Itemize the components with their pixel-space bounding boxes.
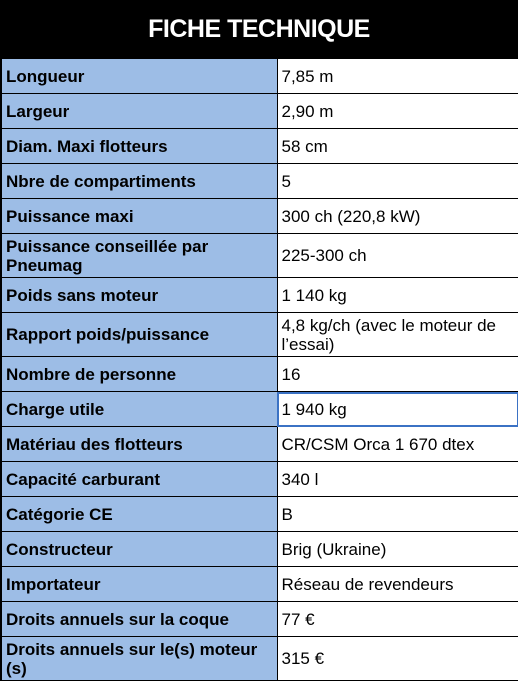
row-label-poids[interactable]: Poids sans moteur <box>1 278 277 313</box>
row-value-puissance-maxi[interactable]: 300 ch (220,8 kW) <box>277 199 518 234</box>
row-label-longueur[interactable]: Longueur <box>1 59 277 94</box>
row-label-personnes[interactable]: Nombre de personne <box>1 357 277 392</box>
table-row <box>1 567 518 602</box>
row-label-compartiments[interactable]: Nbre de compartiments <box>1 164 277 199</box>
row-value-longueur[interactable]: 7,85 m <box>277 59 518 94</box>
table-row <box>1 278 518 313</box>
row-value-constructeur[interactable]: Brig (Ukraine) <box>277 532 518 567</box>
row-label-rapport[interactable]: Rapport poids/puissance <box>1 313 277 357</box>
table-row <box>1 497 518 532</box>
table-row <box>1 234 518 278</box>
table-row <box>1 313 518 357</box>
table-row <box>1 59 518 94</box>
row-value-diametre[interactable]: 58 cm <box>277 129 518 164</box>
table-row <box>1 199 518 234</box>
row-label-materiau[interactable]: Matériau des flotteurs <box>1 427 277 462</box>
table-row <box>1 94 518 129</box>
row-label-carburant[interactable]: Capacité carburant <box>1 462 277 497</box>
row-value-droits-moteur[interactable]: 315 € <box>277 637 518 681</box>
sheet-title[interactable]: FICHE TECHNIQUE <box>0 0 518 58</box>
table-row <box>1 602 518 637</box>
row-label-charge-utile[interactable]: Charge utile <box>1 392 277 427</box>
row-value-poids[interactable]: 1 140 kg <box>277 278 518 313</box>
row-value-largeur[interactable]: 2,90 m <box>277 94 518 129</box>
table-row <box>1 427 518 462</box>
row-value-compartiments[interactable]: 5 <box>277 164 518 199</box>
row-value-charge-utile[interactable]: 1 940 kg <box>277 392 518 427</box>
table-row <box>1 462 518 497</box>
spec-table <box>0 58 518 681</box>
row-value-rapport[interactable]: 4,8 kg/ch (avec le moteur de l’essai) <box>277 313 518 357</box>
table-row <box>1 637 518 681</box>
row-value-importateur[interactable]: Réseau de revendeurs <box>277 567 518 602</box>
table-row <box>1 164 518 199</box>
row-label-constructeur[interactable]: Constructeur <box>1 532 277 567</box>
row-label-droits-coque[interactable]: Droits annuels sur la coque <box>1 602 277 637</box>
row-value-personnes[interactable]: 16 <box>277 357 518 392</box>
row-label-puissance-maxi[interactable]: Puissance maxi <box>1 199 277 234</box>
row-label-importateur[interactable]: Importateur <box>1 567 277 602</box>
row-value-carburant[interactable]: 340 l <box>277 462 518 497</box>
table-row <box>1 392 518 427</box>
table-row <box>1 532 518 567</box>
table-row <box>1 129 518 164</box>
table-row <box>1 357 518 392</box>
row-value-puissance-conseillee[interactable]: 225-300 ch <box>277 234 518 278</box>
row-label-largeur[interactable]: Largeur <box>1 94 277 129</box>
row-label-categorie[interactable]: Catégorie CE <box>1 497 277 532</box>
row-label-droits-moteur[interactable]: Droits annuels sur le(s) moteur (s) <box>1 637 277 681</box>
row-value-droits-coque[interactable]: 77 € <box>277 602 518 637</box>
row-value-materiau[interactable]: CR/CSM Orca 1 670 dtex <box>277 427 518 462</box>
row-label-diametre[interactable]: Diam. Maxi flotteurs <box>1 129 277 164</box>
row-label-puissance-conseillee[interactable]: Puissance conseillée par Pneumag <box>1 234 277 278</box>
row-value-categorie[interactable]: B <box>277 497 518 532</box>
